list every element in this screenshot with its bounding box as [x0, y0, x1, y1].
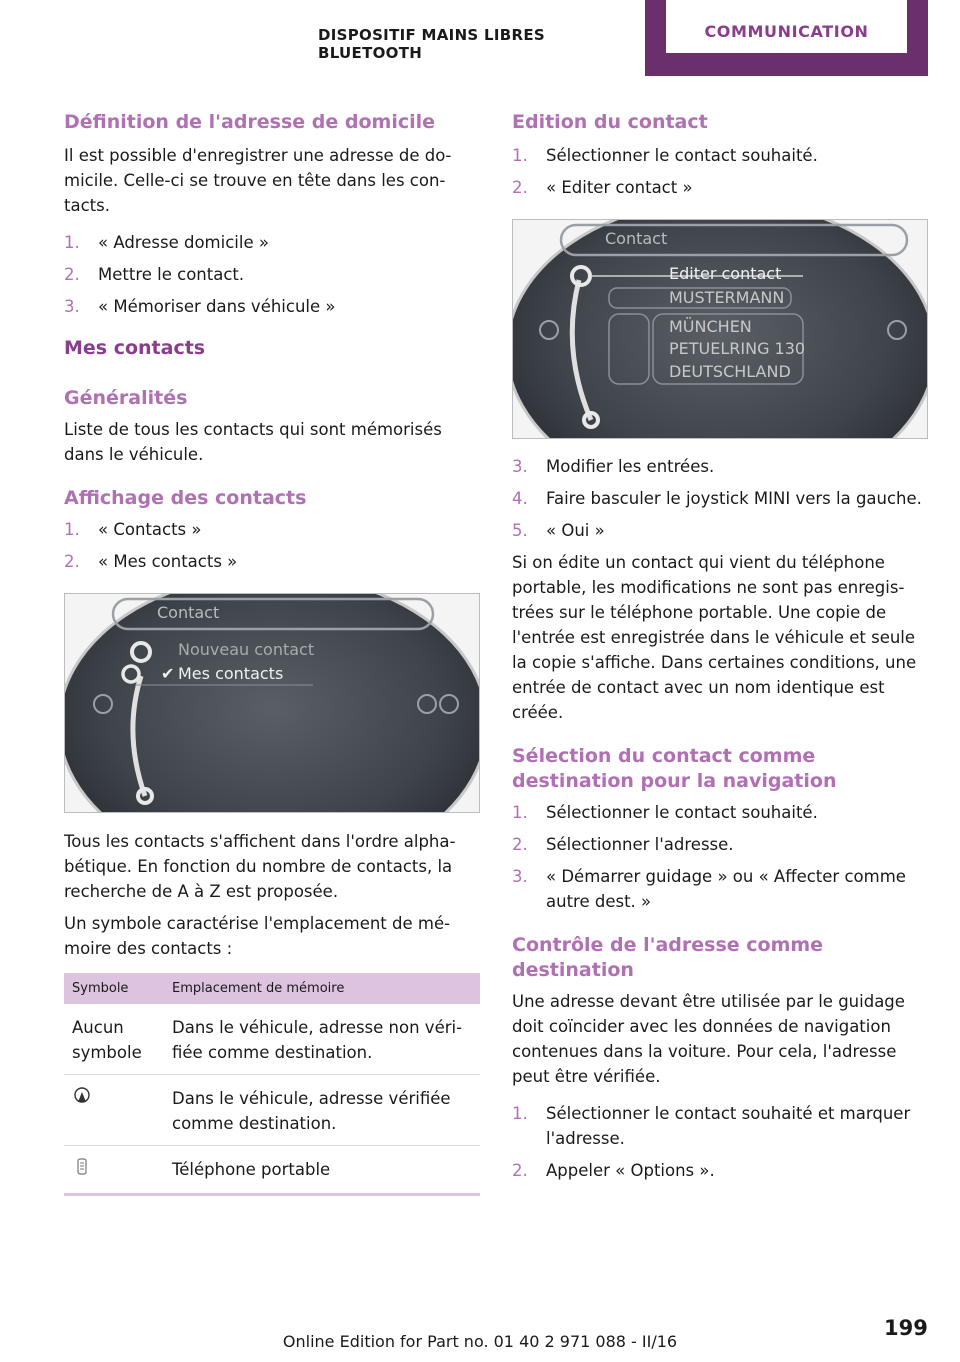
table-row: [64, 1004, 480, 1075]
list-item: 3. « Démarrer guidage » ou « Affecter comme autre dest. »: [512, 867, 906, 911]
list-item: 2. « Editer contact »: [512, 178, 693, 197]
list-item: 1. « Adresse domicile »: [64, 233, 269, 252]
screen-edit-contact: Editer contact: [669, 264, 782, 283]
home-address-steps: [64, 230, 480, 319]
screen-address-line: PETUELRING 130: [669, 339, 806, 358]
general-text: Liste de tous les contacts qui sont mémorisés dans le véhicule.: [64, 420, 442, 464]
list-item: 3. Modifier les entrées.: [512, 457, 715, 476]
list-item: 2. « Mes contacts »: [64, 552, 238, 571]
navigation-steps: [512, 800, 928, 914]
list-item: 2. Mettre le contact.: [64, 265, 245, 284]
online-edition-footer: Online Edition for Part no. 01 40 2 971 088 - II/16: [282, 1332, 678, 1351]
edit-contact-screen-image: [512, 219, 928, 439]
table-row: [64, 1146, 480, 1195]
list-item: 1. « Contacts »: [64, 520, 202, 539]
home-address-text: Il est possible d'enregistrer une adresse de domicile. Celle-ci se trouve en tête dans les contacts.: [64, 146, 452, 215]
mobile-phone-icon: [72, 1162, 92, 1181]
screen-address-line: DEUTSCHLAND: [669, 362, 791, 381]
chapter-tab: [645, 0, 928, 76]
screen-address-line: MÜNCHEN: [669, 317, 752, 336]
check-address-steps: [512, 1101, 928, 1183]
symbol-cell: Aucun symbole: [64, 1004, 164, 1075]
display-contacts-steps: [64, 517, 480, 574]
list-item: 5. « Oui »: [512, 521, 605, 540]
check-address-heading: Contrôle de l'adresse comme destination: [512, 934, 824, 981]
col-header-location: Emplacement de mémoire: [164, 973, 480, 1004]
list-item: 1. Sélectionner le contact souhaité.: [512, 803, 818, 822]
table-row: [64, 1075, 480, 1146]
left-column: [64, 110, 480, 1196]
home-address-heading: Définition de l'adresse de domicile: [64, 111, 436, 133]
symbol-text: Un symbole caractérise l'emplacement de mémoire des contacts :: [64, 914, 451, 958]
list-item: 1. Sélectionner le contact souhaité.: [512, 146, 818, 165]
list-item: 4. Faire basculer le joystick MINI vers la gauche.: [512, 489, 922, 508]
screen-contact-name: MUSTERMANN: [669, 288, 785, 307]
screen-contact-title: Contact: [605, 229, 668, 248]
alphabetical-text: Tous les contacts s'affichent dans l'ordre alphabétique. En fonction du nombre de contacts, la recherche de A à Z est proposée.: [64, 832, 456, 901]
location-cell: Dans le véhicule, adresse non vérifiée comme destination.: [164, 1004, 480, 1075]
check-address-text: Une adresse devant être utilisée par le guidage doit coïncider avec les données de navigation contenues dans la voiture. Pour cela, l'adresse peut être vérifiée.: [512, 992, 905, 1086]
running-header-section: DISPOSITIF MAINS LIBRES BLUETOOTH: [318, 26, 546, 62]
my-contacts-heading: Mes contacts: [64, 337, 206, 359]
chapter-tab-label: COMMUNICATION: [666, 0, 907, 53]
list-item: 2. Appeler « Options ».: [512, 1161, 715, 1180]
list-item: 2. Sélectionner l'adresse.: [512, 835, 734, 854]
navigation-heading: Sélection du contact comme destination pour la navigation: [512, 745, 837, 792]
col-header-symbol: Symbole: [64, 973, 164, 1004]
page-number: 199: [884, 1316, 928, 1340]
edit-steps-a: [512, 143, 928, 200]
display-contacts-heading: Affichage des contacts: [64, 487, 307, 509]
table-header-row: [64, 973, 480, 1004]
screen-new-contact: Nouveau contact: [178, 640, 315, 659]
edit-steps-b: [512, 454, 928, 543]
symbol-cell: [64, 1146, 164, 1195]
symbol-cell: [64, 1075, 164, 1146]
location-cell: Dans le véhicule, adresse vérifiée comme destination.: [164, 1075, 480, 1146]
screen-background: [65, 594, 480, 813]
memory-location-table: [64, 973, 480, 1196]
screen-contact-title: Contact: [157, 603, 220, 622]
right-column: [512, 110, 928, 1190]
general-heading: Généralités: [64, 387, 188, 409]
checkmark-icon: ✔: [161, 664, 175, 683]
edit-paragraph: Si on édite un contact qui vient du téléphone portable, les modifications ne sont pas enregistrées sur le téléphone portable. Une copie de l'entrée est enregistrée dans le véhicule et seule la copie s'affiche. Dans certaines conditions, une entrée de contact avec un nom identique est créée.: [512, 553, 917, 722]
verified-address-icon: [72, 1091, 92, 1110]
list-item: 3. « Mémoriser dans véhicule »: [64, 297, 336, 316]
location-cell: Téléphone portable: [172, 1160, 331, 1179]
list-item: 1. Sélectionner le contact souhaité et marquer l'adresse.: [512, 1104, 911, 1148]
edit-contact-heading: Edition du contact: [512, 111, 708, 133]
screen-my-contacts: Mes contacts: [178, 664, 284, 683]
contacts-screen-image: [64, 593, 480, 813]
